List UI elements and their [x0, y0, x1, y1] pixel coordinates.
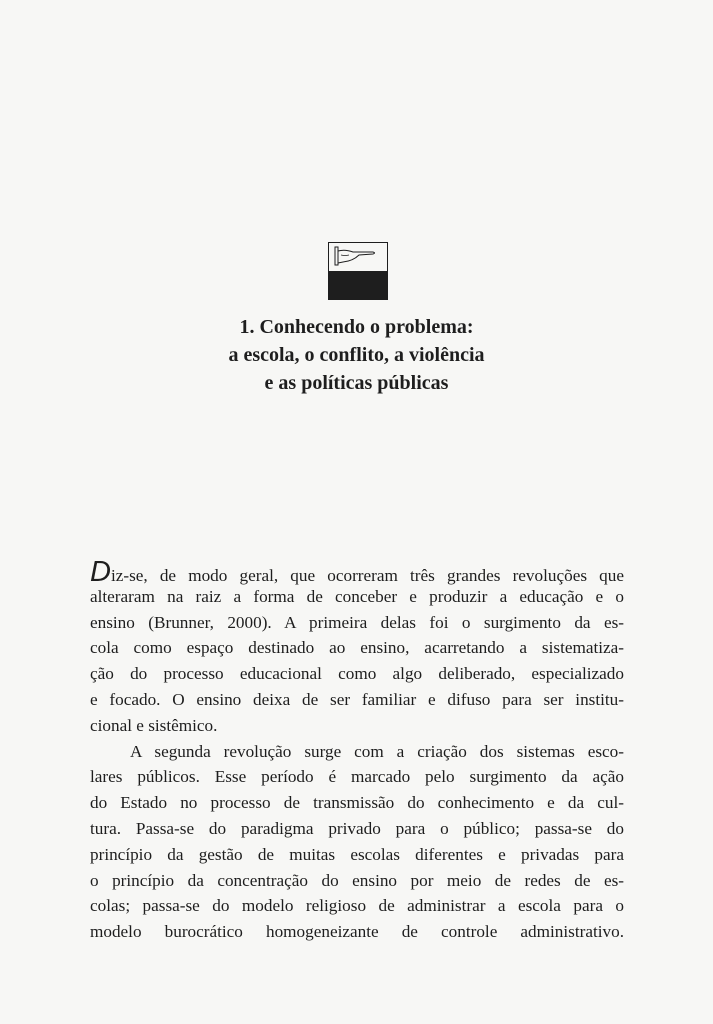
drop-cap: D — [90, 556, 111, 588]
paragraph-line: alteraram na raiz a forma de conceber e produzir a educação e o — [90, 586, 624, 606]
paragraph-line: e focado. O ensino deixa de ser familiar e difuso para ser institu- — [90, 689, 624, 709]
ornament-hand-detail — [341, 255, 349, 256]
paragraph-1 — [90, 558, 624, 739]
paragraph-line: princípio da gestão de muitas escolas diferentes e privadas para — [90, 844, 624, 864]
chapter-ornament-graphic — [329, 243, 387, 299]
paragraph-line: colas; passa-se do modelo religioso de administrar a escola para o — [90, 896, 624, 916]
chapter-ornament-icon — [328, 242, 388, 300]
ornament-hand-shape — [338, 250, 375, 263]
paragraph-line: A segunda revolução surge com a criação dos sistemas esco- — [130, 741, 624, 761]
paragraph-line: o princípio da concentração do ensino por meio de redes de es- — [90, 870, 624, 890]
paragraph-line — [90, 556, 624, 588]
paragraph-line: tura. Passa-se do paradigma privado para o público; passa-se do — [90, 818, 624, 838]
body-text — [90, 558, 624, 945]
paragraph-line: ção do processo educacional como algo deliberado, especializado — [90, 664, 624, 684]
paragraph-line: cional e sistêmico. — [90, 715, 218, 735]
ornament-black-band — [329, 271, 387, 299]
chapter-title-line-3: e as políticas públicas — [264, 372, 449, 394]
paragraph-line: lares públicos. Esse período é marcado pelo surgimento da ação — [90, 767, 624, 787]
paragraph-line: modelo burocrático homogeneizante de controle administrativo. — [90, 922, 624, 942]
chapter-title-line-2: a escola, o conflito, a violência — [228, 344, 485, 366]
paragraph-line: ensino (Brunner, 2000). A primeira delas foi o surgimento da es- — [90, 612, 624, 632]
paragraph-line: do Estado no processo de transmissão do conhecimento e da cul- — [90, 793, 624, 813]
chapter-title — [0, 313, 713, 397]
paragraph-line: cola como espaço destinado ao ensino, acarretando a sistematiza- — [90, 638, 624, 658]
chapter-title-line-1: 1. Conhecendo o problema: — [239, 316, 474, 338]
paragraph-line-text: iz-se, de modo geral, que ocorreram três grandes revoluções que — [110, 566, 624, 585]
paragraph-2 — [90, 739, 624, 945]
